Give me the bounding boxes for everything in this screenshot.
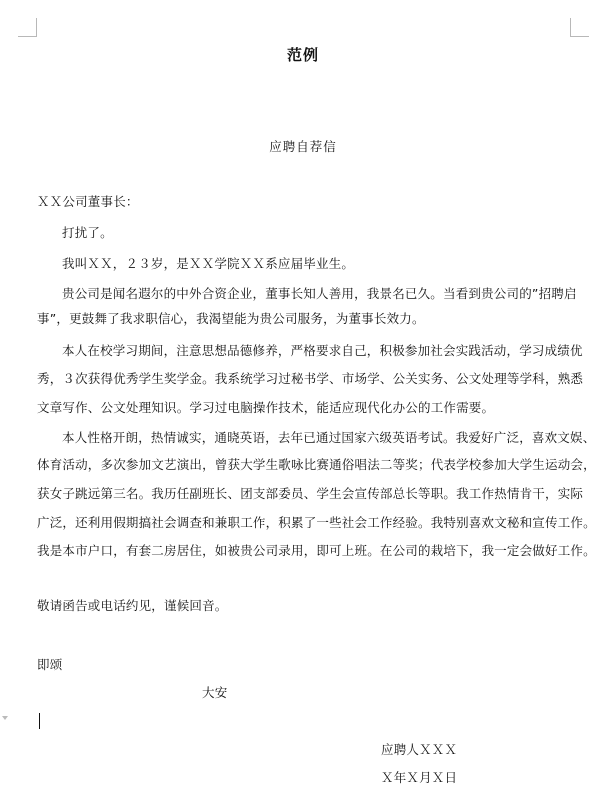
margin-corner-top-right [570,18,589,37]
closing-wish: 大安 [202,685,228,700]
paragraph-1-line-2: 事”，更鼓舞了我求职信心，我渴望能为贵公司服务，为董事长效力。 [37,311,425,326]
salutation: ＸＸ公司董事长： [37,194,139,209]
paragraph-3-line-5: 我是本市户口，有套二房居住，如被贵公司录用，即可上班。在公司的栽培下，我一定会做好工作。 [37,543,596,558]
paragraph-1-line-1: 贵公司是闻名遐尔的中外合资企业，董事长知人善用，我景名已久。当看到贵公司的”招聘启 [62,286,577,301]
text-cursor [39,713,40,729]
document-heading: 范例 [286,46,319,64]
paragraph-3-line-4: 广泛，还利用假期搞社会调查和兼职工作，积累了一些社会工作经验。我特别喜欢文秘和宣传工作。 [37,515,596,530]
margin-marker-icon [2,716,8,720]
date: Ｘ年Ｘ月Ｘ日 [381,770,458,785]
paragraph-2-line-3: 文章写作、公文处理知识。学习过电脑操作技术，能适应现代化办公的工作需要。 [37,400,495,415]
letter-title: 应聘自荐信 [269,139,337,154]
paragraph-3-line-3: 获女子跳远第三名。我历任副班长、团支部委员、学生会宣传部总长等职。我工作热情肯干，实际 [37,486,584,501]
paragraph-2-line-1: 本人在校学习期间，注意思想品德修养，严格要求自己，积极参加社会实践活动，学习成绩优 [62,343,583,358]
signature: 应聘人ＸＸＸ [381,742,458,757]
intro-line: 我叫ＸＸ，２３岁，是ＸＸ学院ＸＸ系应届毕业生。 [62,256,355,271]
paragraph-2-line-2: 秀，３次获得优秀学生奖学金。我系统学习过秘书学、市场学、公关实务、公文处理等学科，熟悉 [37,371,584,386]
closing-request: 敬请函告或电话约见，谨候回音。 [37,598,228,613]
paragraph-3-line-2: 体育活动，多次参加文艺演出，曾获大学生歌咏比赛通俗唱法二等奖；代表学校参加大学生运动会， [37,457,596,472]
greeting: 打扰了。 [62,225,113,240]
paragraph-3-line-1: 本人性格开朗，热情诚实，通晓英语，去年已通过国家六级英语考试。我爱好广泛，喜欢文娱、 [62,430,596,445]
margin-corner-top-left [18,18,37,37]
closing-phrase: 即颂 [37,657,63,672]
